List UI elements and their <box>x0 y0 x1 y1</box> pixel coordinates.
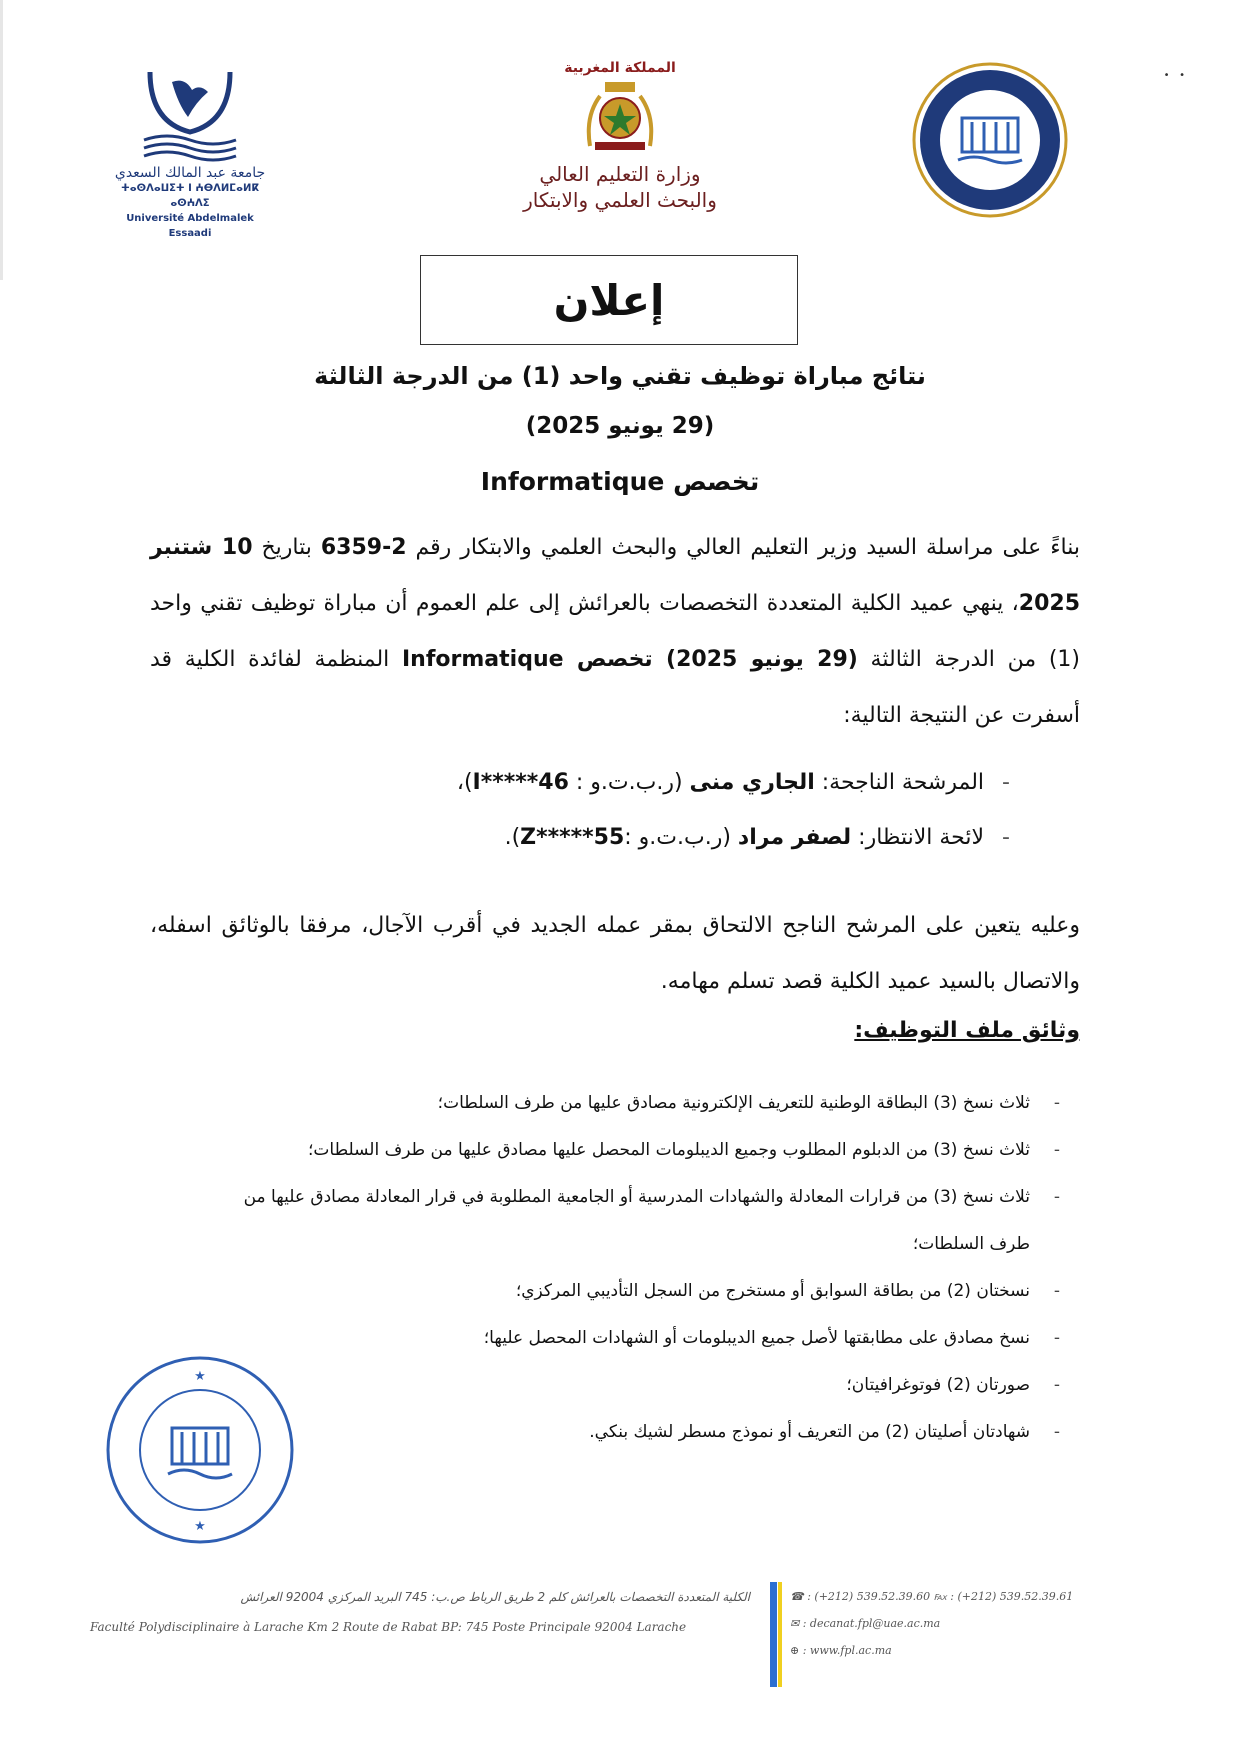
body-paragraph <box>150 520 1080 744</box>
follow-up-paragraph: وعليه يتعين على المرشح الناجح الالتحاق بمقر عمله الجديد في أقرب الآجال، مرفقا بالوثائق اسفله، والاتصال بالسيد عميد الكلية قصد تسلم مهامه. <box>150 913 1080 994</box>
document-item: - ثلاث نسخ (3) من قرارات المعادلة والشهادات المدرسية أو الجامعية المطلوبة في قرار المعادلة مصادق عليها من طرف السلطات؛ <box>220 1174 1060 1268</box>
body-text-4: المنظمة لفائدة الكلية قد أسفرت عن النتيجة التالية: <box>150 647 1080 728</box>
kingdom-label: المملكة المغربية <box>564 60 676 76</box>
faculty-logo <box>910 60 1070 220</box>
university-name-fr: Université Abdelmalek Essaadi <box>126 213 254 239</box>
winner-id: 46*****I <box>472 770 569 795</box>
exam-date-specialty: (29 يونيو 2025) تخصص Informatique <box>401 647 858 672</box>
waiting-label: لائحة الانتظار: <box>851 825 985 850</box>
footer-web: ⊕ : www.fpl.ac.ma <box>790 1644 892 1657</box>
footer-divider-yellow <box>778 1582 782 1687</box>
footer-address-ar: الكلية المتعددة التخصصات بالعرائش كلم 2 طريق الرباط ص.ب: 745 البريد المركزي 92004 العرائش <box>240 1590 750 1604</box>
ministry-name-line1: وزارة التعليم العالي <box>539 162 701 186</box>
waiting-suffix: ). <box>504 825 521 850</box>
waiting-id-prefix: (ر.ب.ت.و : <box>624 825 738 850</box>
documents-list <box>220 1080 1060 1456</box>
waiting-list-line: -لائحة الانتظار: لصفر مراد (ر.ب.ت.و :55*****Z). <box>504 825 1010 850</box>
winner-line: -المرشحة الناجحة: الجاري منى (ر.ب.ت.و : 46*****I)، <box>456 770 1010 795</box>
university-name-ar: جامعة عبد المالك السعدي <box>114 165 266 181</box>
letter-date: 10 شتنبر 2025 <box>150 535 1080 616</box>
university-logo <box>110 62 270 239</box>
subtitle-line1: نتائج مباراة توظيف تقني واحد (1) من الدرجة الثالثة <box>314 362 926 390</box>
svg-text:★: ★ <box>194 1519 206 1534</box>
svg-text:★: ★ <box>194 1369 206 1384</box>
scan-edge-shadow <box>0 0 3 280</box>
document-item: - نسختان (2) من بطاقة السوابق أو مستخرج من السجل التأديبي المركزي؛ <box>220 1268 1060 1315</box>
body-text-2: بتاريخ <box>252 535 321 560</box>
university-emblem-icon <box>130 62 250 162</box>
letter-reference: 2-6359 <box>320 535 407 560</box>
subtitle-date: (29 يونيو 2025) <box>525 413 715 439</box>
footer-address <box>90 1590 750 1634</box>
footer-divider-blue <box>770 1582 777 1687</box>
stamp-seal-icon <box>100 1350 300 1550</box>
scan-specks: • • <box>1163 70 1185 81</box>
ministry-header <box>470 60 770 212</box>
footer-email: ✉ : decanat.fpl@uae.ac.ma <box>790 1617 941 1630</box>
document-item: - شهادتان أصليتان (2) من التعريف أو نموذج مسطر لشيك بنكي. <box>220 1409 1060 1456</box>
document-item: - صورتان (2) فوتوغرافيتان؛ <box>220 1362 1060 1409</box>
winner-id-prefix: (ر.ب.ت.و : <box>568 770 690 795</box>
waiting-id: 55*****Z <box>520 825 625 850</box>
winner-suffix: )، <box>456 770 473 795</box>
body-text-3: ، ينهي عميد الكلية المتعددة التخصصات بالعرائش إلى علم العموم أن مباراة توظيف تقني واحد (1) من الدرجة الثالثة <box>150 591 1081 672</box>
footer-contacts <box>790 1590 1120 1671</box>
announcement-title: إعلان <box>553 275 665 325</box>
subtitle-specialty: تخصص Informatique <box>480 467 760 496</box>
ministry-name-line2: والبحث العلمي والابتكار <box>523 188 717 212</box>
document-item: - ثلاث نسخ (3) من الدبلوم المطلوب وجميع الديبلومات المحصل عليها مصادق عليها من طرف السلطات؛ <box>220 1127 1060 1174</box>
faculty-seal-icon <box>910 60 1070 220</box>
documents-title: وثائق ملف التوظيف: <box>854 1018 1080 1043</box>
document-item: - ثلاث نسخ (3) البطاقة الوطنية للتعريف الإلكترونية مصادق عليها من طرف السلطات؛ <box>220 1080 1060 1127</box>
winner-name: الجاري منى <box>689 770 815 795</box>
waiting-name: لصفر مراد <box>737 825 852 850</box>
winner-label: المرشحة الناجحة: <box>814 770 985 795</box>
body-text-1: بناءً على مراسلة السيد وزير التعليم العالي والبحث العلمي والابتكار رقم <box>406 535 1081 560</box>
footer-address-fr: Faculté Polydisciplinaire à Larache Km 2 Route de Rabat BP: 745 Poste Principale 92004 Larache <box>90 1620 687 1634</box>
footer-phone: ☎ : (+212) 539.52.39.60 ℻ : (+212) 539.52.39.61 <box>790 1590 1074 1603</box>
university-name-tifinagh: ⵜⴰⵙⴷⴰⵡⵉⵜ ⵏ ⵄⴱⴷⵍⵎⴰⵍⴽ ⴰⵙⵄⴷⵉ <box>120 183 259 209</box>
document-item: - نسخ مصادق على مطابقتها لأصل جميع الديبلومات أو الشهادات المحصل عليها؛ <box>220 1315 1060 1362</box>
moroccan-coat-of-arms-icon <box>575 76 665 156</box>
official-stamp <box>100 1350 300 1550</box>
announcement-title-box <box>420 255 798 345</box>
